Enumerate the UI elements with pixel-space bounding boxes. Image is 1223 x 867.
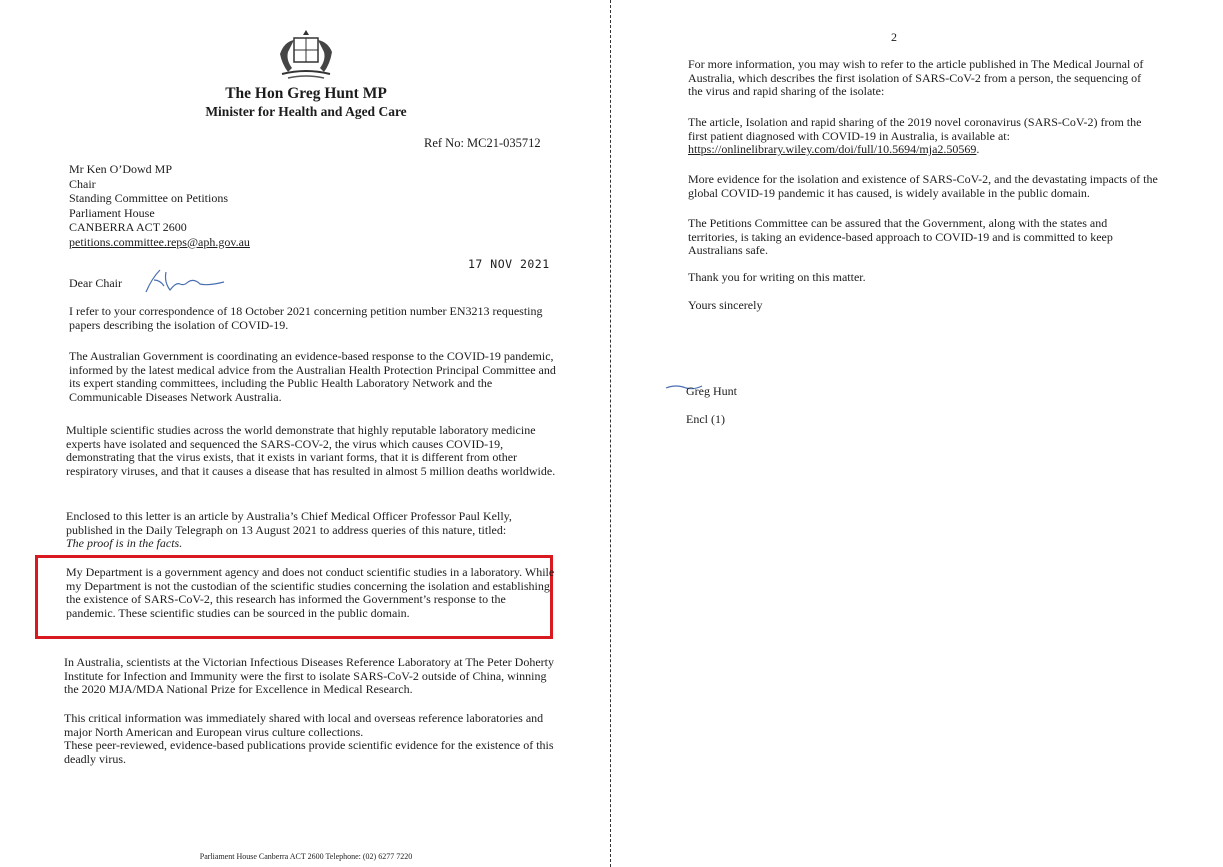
page2-paragraph-4: The Petitions Committee can be assured that the Government, along with the states and territories, is taking an evidence-based approach to COVID-19 and is committed to keep Australians safe. — [688, 216, 1113, 258]
paragraph-3: Multiple scientific studies across the world demonstrate that highly reputable laboratory medicine experts have isolated and sequenced the SARS-COV-2, the virus which causes COVID-19, demonstrating that the virus exists, that it exists in variant forms, that it is different from other respiratory viruses, and that it causes a disease that has resulted in almost 5 million deaths worldwide. — [66, 423, 556, 478]
page2-paragraph-5: Thank you for writing on this matter. — [688, 270, 866, 284]
coat-of-arms-icon — [272, 26, 340, 82]
paragraph-7 — [64, 712, 554, 766]
paragraph-4 — [66, 510, 556, 551]
closing: Yours sincerely — [688, 298, 763, 312]
article-url-link[interactable]: https://onlinelibrary.wiley.com/doi/full/10.5694/mja2.50569 — [688, 142, 977, 157]
letterhead-footer: Parliament House Canberra ACT 2600 Telephone: (02) 6277 7220 — [199, 852, 413, 861]
salutation: Dear Chair — [69, 276, 122, 290]
page2-paragraph-2: The article, Isolation and rapid sharing of the 2019 novel coronavirus (SARS-CoV-2) from the first patient diagnosed with COVID-19 in Australia, is available at: https://onlinelibrary.wiley.com/doi/full/10.5694/mja2.50569. — [688, 115, 1142, 157]
page2-paragraph-1: For more information, you may wish to refer to the article published in The Medical Journal of Australia, which describes the first isolation of SARS-CoV-2 from a person, the sequencing of the virus and rapid sharing of the isolate: — [688, 57, 1144, 99]
recipient-email-link[interactable]: petitions.committee.reps@aph.gov.au — [69, 234, 250, 249]
recipient-role: Chair — [69, 176, 96, 191]
article-title: The proof is in the facts. — [66, 536, 183, 551]
paragraph-5-highlighted: My Department is a government agency and does not conduct scientific studies in a laboratory. While my Department is not the custodian of the scientific studies concerning the isolation and establishing the existence of SARS-CoV-2, this research has informed the Government’s response to the pandemic. These scientific studies can be sourced in the public domain. — [66, 565, 555, 620]
recipient-committee: Standing Committee on Petitions — [69, 191, 228, 205]
enclosure-note: Encl (1) — [686, 412, 725, 426]
page-number: 2 — [891, 30, 897, 44]
paragraph-7-line-a: This critical information was immediately shared with local and overseas reference laboratories and major North American and European virus culture collections. — [64, 711, 544, 739]
letter-date: 17 NOV 2021 — [468, 257, 550, 271]
paragraph-6: In Australia, scientists at the Victorian Infectious Diseases Reference Laboratory at The Peter Doherty Institute for Infection and Immunity were the first to isolate SARS-CoV-2 outside of China, winning the 2020 MJA/MDA National Prize for Excellence in Medical Research. — [64, 655, 555, 697]
paragraph-1: I refer to your correspondence of 18 October 2021 concerning petition number EN3213 requesting papers describing the isolation of COVID-19. — [69, 304, 543, 332]
page2-paragraph-3: More evidence for the isolation and existence of SARS-CoV-2, and the devastating impacts of the global COVID-19 pandemic it has caused, is widely available in the public domain. — [688, 172, 1158, 200]
page-divider — [610, 0, 611, 867]
paragraph-2: The Australian Government is coordinating an evidence-based response to the COVID-19 pandemic, informed by the latest medical advice from the Australian Health Protection Principal Committee and its expert standing committees, including the Public Health Laboratory Network and the Communicable Diseases Network Australia. — [69, 349, 556, 404]
letter-page-2 — [612, 0, 1223, 867]
minister-name: The Hon Greg Hunt MP — [225, 85, 387, 102]
signer-name: Greg Hunt — [686, 384, 737, 398]
letter-page-1 — [0, 0, 610, 867]
reference-number: Ref No: MC21-035712 — [424, 136, 541, 150]
paragraph-7-line-b: These peer-reviewed, evidence-based publications provide scientific evidence for the existence of this deadly virus. — [64, 738, 554, 766]
recipient-building: Parliament House — [69, 205, 155, 220]
initials-signature-icon — [140, 262, 230, 296]
paragraph-4-text: Enclosed to this letter is an article by Australia’s Chief Medical Officer Professor Paul Kelly, published in the Daily Telegraph on 13 August 2021 to address queries of this nature, titled: — [66, 509, 512, 537]
recipient-address — [69, 162, 250, 249]
page2-paragraph-2-text: The article, Isolation and rapid sharing of the 2019 novel coronavirus (SARS-CoV-2) from the first patient diagnosed with COVID-19 in Australia, is available at: — [688, 115, 1142, 143]
recipient-name: Mr Ken O’Dowd MP — [69, 162, 172, 176]
minister-title: Minister for Health and Aged Care — [205, 104, 407, 119]
recipient-city: CANBERRA ACT 2600 — [69, 220, 187, 234]
